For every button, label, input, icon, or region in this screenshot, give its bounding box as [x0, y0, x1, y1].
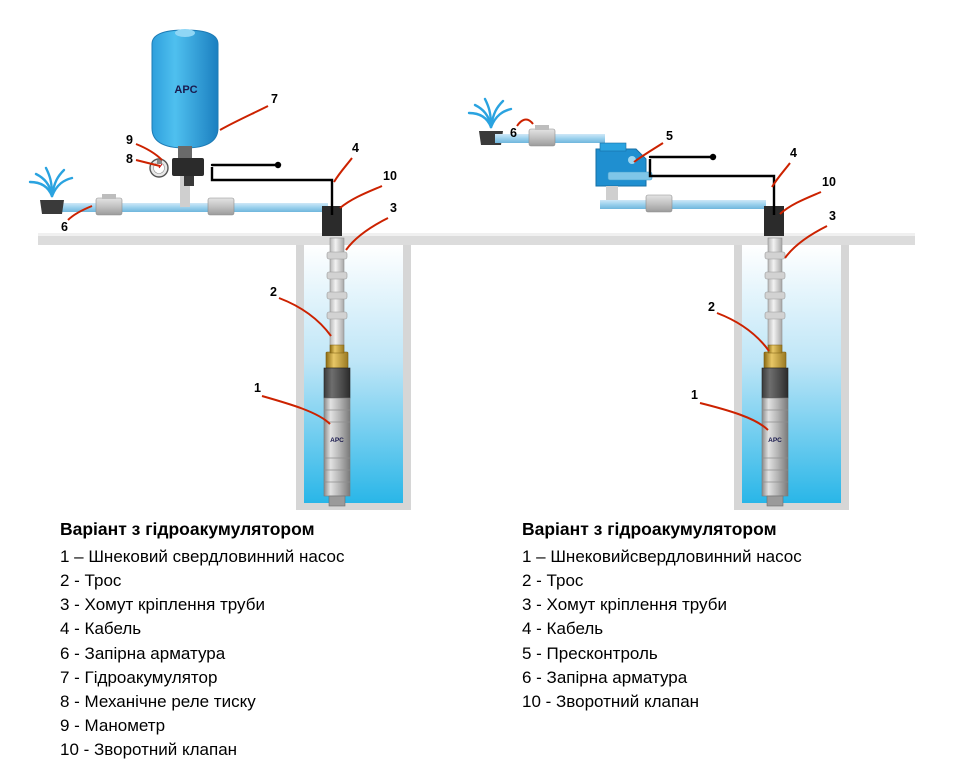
legend-right-item-2: 2 - Трос	[522, 571, 584, 591]
legend-right-item-5: 5 - Пресконтроль	[522, 643, 658, 663]
legend-right-item-1: 1 – Шнековийсвердловинний насос	[522, 547, 802, 566]
legend-right	[522, 519, 802, 714]
legend-left-title: Варіант з гідроакумулятором	[60, 519, 315, 539]
callout-right-2: 2	[708, 300, 715, 314]
legend-left-item-9: 9 - Манометр	[60, 715, 166, 735]
well-shaft-right	[734, 245, 849, 510]
legend-left-item-3: 3 - Хомут кріплення труби	[60, 595, 265, 615]
legend-right-item-4: 4 - Кабель	[522, 619, 604, 639]
callout-right-1: 1	[691, 388, 698, 402]
submersible-pump-right	[762, 238, 788, 506]
legend-left-item-10: 10 - Зворотний клапан	[60, 740, 238, 759]
callout-left-2: 2	[270, 285, 277, 299]
svg-text:APC: APC	[174, 84, 198, 96]
legend-left-item-2: 2 - Трос	[60, 571, 122, 591]
callout-left-9: 9	[126, 133, 133, 147]
legend-left-item-6: 6 - Запірна арматура	[60, 643, 226, 663]
callout-right-5: 5	[666, 129, 673, 143]
callout-left-3: 3	[390, 201, 397, 215]
plumbing-right	[469, 99, 784, 236]
callout-left-10: 10	[383, 169, 397, 183]
callout-right-4: 4	[790, 146, 797, 160]
submersible-pump-left	[324, 238, 350, 506]
callout-right-10: 10	[822, 175, 836, 189]
svg-text:APC: APC	[768, 437, 782, 444]
callout-left-7: 7	[271, 92, 278, 106]
callout-left-8: 8	[126, 152, 133, 166]
legend-left-item-8: 8 - Механічне реле тиску	[60, 691, 256, 711]
well-shaft-left	[296, 245, 411, 510]
legend-left-item-4: 4 - Кабель	[60, 619, 142, 639]
callout-left-6: 6	[61, 220, 68, 234]
callout-left-4: 4	[352, 141, 359, 155]
legend-left-item-7: 7 - Гідроакумулятор	[60, 667, 218, 687]
legend-left	[60, 519, 344, 762]
legend-right-item-3: 3 - Хомут кріплення труби	[522, 595, 727, 615]
hydro-accumulator-tank-left	[150, 29, 218, 186]
callout-right-3: 3	[829, 209, 836, 223]
legend-right-item-6: 6 - Запірна арматура	[522, 667, 688, 687]
callout-right-6: 6	[510, 126, 517, 140]
callout-left-1: 1	[254, 381, 261, 395]
legend-right-title: Варіант з гідроакумулятором	[522, 519, 777, 539]
svg-text:APC: APC	[330, 437, 344, 444]
legend-right-item-10: 10 - Зворотний клапан	[522, 691, 700, 711]
legend-left-item-1: 1 – Шнековий свердловинний насос	[60, 547, 345, 566]
